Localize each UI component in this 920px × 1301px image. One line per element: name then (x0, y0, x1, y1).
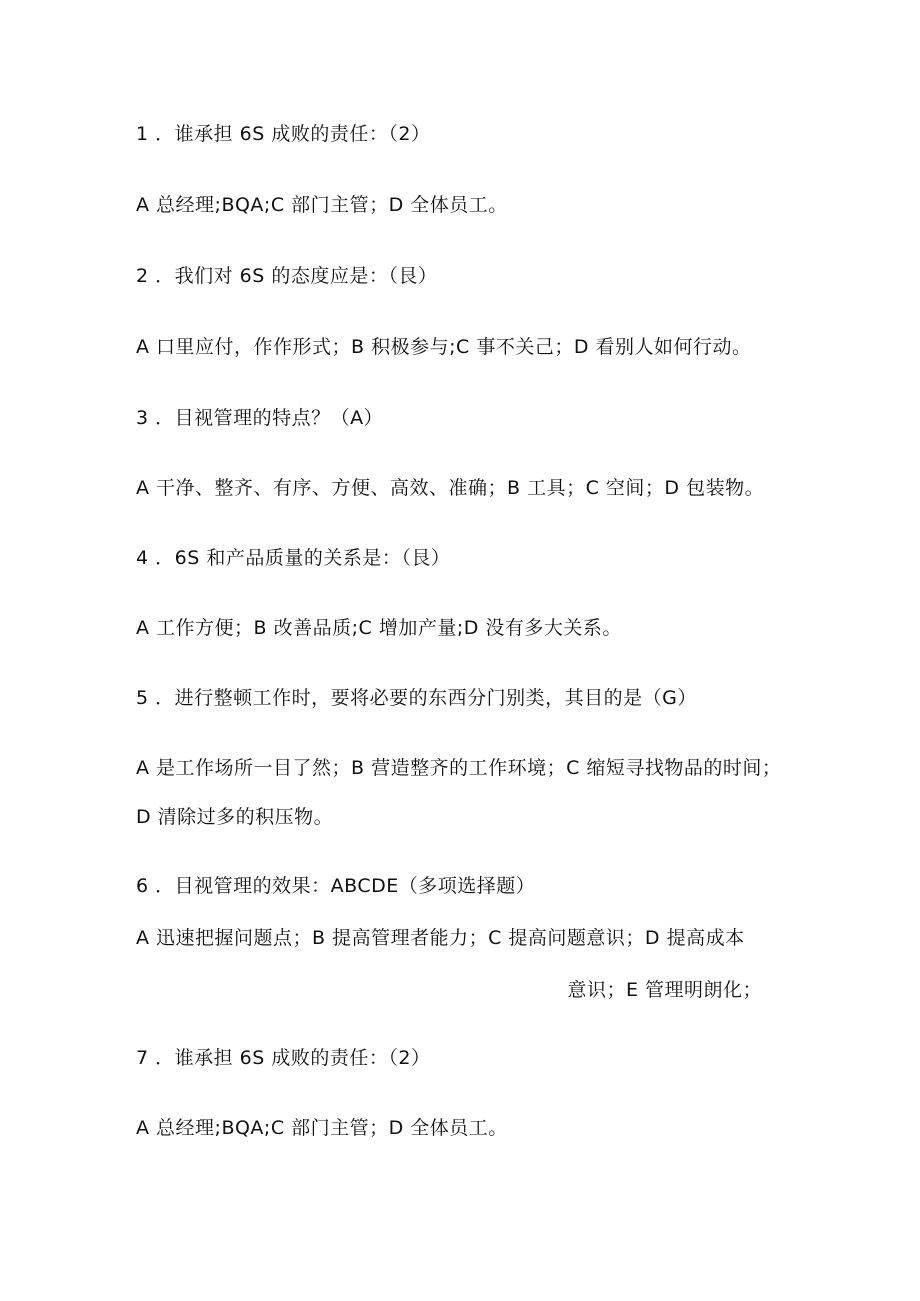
question-1: 1 ．谁承担 6S 成败的责任：（2） (136, 123, 431, 145)
question-2: 2 ．我们对 6S 的态度应是：（艮） (136, 265, 438, 287)
question-2-options: A 口里应付，作作形式；B 积极参与;C 事不关己；D 看别人如何行动。 (136, 336, 752, 358)
question-6: 6 ．目视管理的效果：ABCDE（多项选择题） (136, 875, 536, 897)
question-7-options: A 总经理;BQA;C 部门主管；D 全体员工。 (136, 1117, 508, 1139)
question-4: 4 ．6S 和产品质量的关系是：（艮） (136, 547, 451, 569)
question-5: 5 ．进行整顿工作时，要将必要的东西分门别类，其目的是（G） (136, 687, 697, 709)
question-3: 3 ．目视管理的特点？（A） (136, 407, 384, 429)
question-1-options: A 总经理;BQA;C 部门主管；D 全体员工。 (136, 194, 508, 216)
question-5-options-line-1: A 是工作场所一目了然；B 营造整齐的工作环境；C 缩短寻找物品的时间； (136, 757, 782, 779)
question-7: 7 ．谁承担 6S 成败的责任：（2） (136, 1047, 431, 1069)
question-5-options-line-2: D 清除过多的积压物。 (136, 806, 334, 828)
question-6-options-line-1: A 迅速把握问题点；B 提高管理者能力；C 提高问题意识；D 提高成本 (136, 927, 745, 949)
question-4-options: A 工作方便；B 改善品质;C 增加产量;D 没有多大关系。 (136, 617, 622, 639)
question-3-options: A 干净、整齐、有序、方便、高效、准确；B 工具；C 空间；D 包装物。 (136, 477, 765, 499)
question-6-options-line-2: 意识；E 管理明朗化； (567, 979, 762, 1001)
